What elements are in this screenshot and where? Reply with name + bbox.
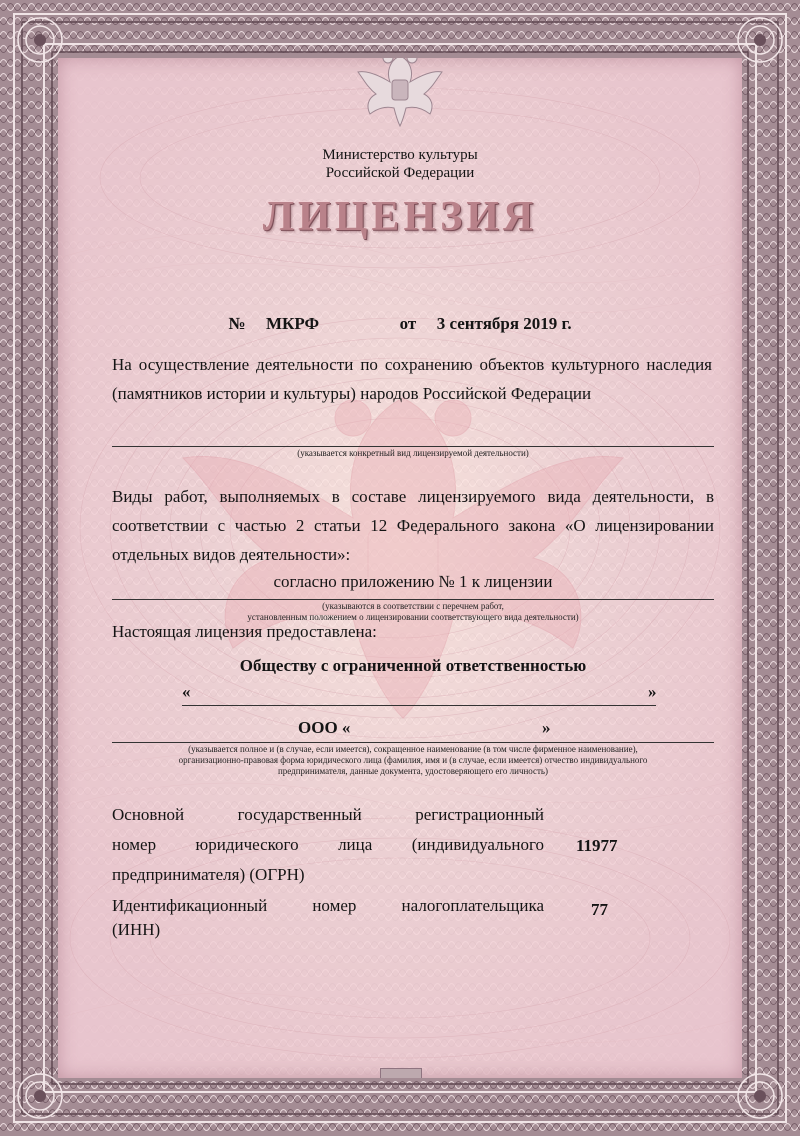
holder-full-name-rule [182, 705, 656, 706]
holder-quote-close: » [648, 682, 657, 701]
license-number-row [58, 314, 742, 334]
works-value: согласно приложению № 1 к лицензии [273, 572, 553, 591]
paper-area [58, 58, 742, 1078]
ministry-line1: Министерство культуры [322, 147, 478, 163]
holder-hint-line3: предпринимателя, данные документа, удостоверяющего его личность) [277, 766, 549, 776]
issuing-authority [58, 146, 742, 182]
holder-rule [112, 742, 714, 743]
works-text: Виды работ, выполняемых в составе лицензируемого вида деятельности, в соответствии с частью 2 статьи 12 Федерального закона «О лицензировании отдельных видов деятельности»: [112, 487, 714, 564]
ministry-line2: Российской Федерации [325, 165, 475, 181]
works-rule [112, 599, 714, 600]
holder-hint-line1: (указывается полное и (в случае, если имеется), сокращенное наименование (в том числе фирменное наименование), [188, 744, 638, 754]
license-number: МКРФ [266, 314, 320, 333]
ogrn-label-line1: Основной государственный регистрационный [112, 805, 544, 824]
ogrn-label-line2: номер юридического лица (индивидуального [112, 835, 544, 854]
date-prefix: от [399, 314, 417, 333]
activity-hint: (указывается конкретный вид лицензируемой деятельности) [297, 448, 529, 458]
bottom-seal-tab [380, 1068, 422, 1078]
inn-label [112, 894, 544, 942]
holder-intro: Настоящая лицензия предоставлена: [112, 622, 377, 641]
ogrn-value: 11977 [576, 836, 618, 855]
holder-quote-open: « [182, 682, 191, 701]
holder-short-name-close: » [542, 718, 551, 737]
works-hint-line1: (указываются в соответствии с перечнем работ, [322, 601, 504, 611]
holder-full-name: Обществу с ограниченной ответственностью [239, 656, 587, 675]
license-date: 3 сентября 2019 г. [436, 314, 572, 333]
inn-value: 77 [591, 900, 608, 919]
inn-label-line1: Идентификационный номер налогоплательщика [112, 896, 544, 915]
number-prefix: № [228, 314, 246, 333]
inn-label-line2: (ИНН) [112, 920, 161, 939]
works-hint-line2: установленным положением о лицензировании соответствующего вида деятельности) [247, 612, 579, 622]
ogrn-label-line3: предпринимателя) (ОГРН) [112, 865, 305, 884]
works-hint [112, 601, 714, 623]
holder-short-name-open: ООО « [298, 718, 351, 737]
document-title: ЛИЦЕНЗИЯ [262, 194, 538, 240]
activity-rule [112, 446, 714, 447]
holder-hint [112, 744, 714, 777]
holder-hint-line2: организационно-правовая форма юридического лица (фамилия, имя и (в случае, если имеется) отчество индивидуального [178, 755, 648, 765]
ogrn-label [112, 800, 544, 890]
coat-of-arms-emblem [350, 58, 450, 128]
activity-text: На осуществление деятельности по сохранению объектов культурного наследия (памятников истории и культуры) народов Российской Федерации [112, 355, 712, 403]
